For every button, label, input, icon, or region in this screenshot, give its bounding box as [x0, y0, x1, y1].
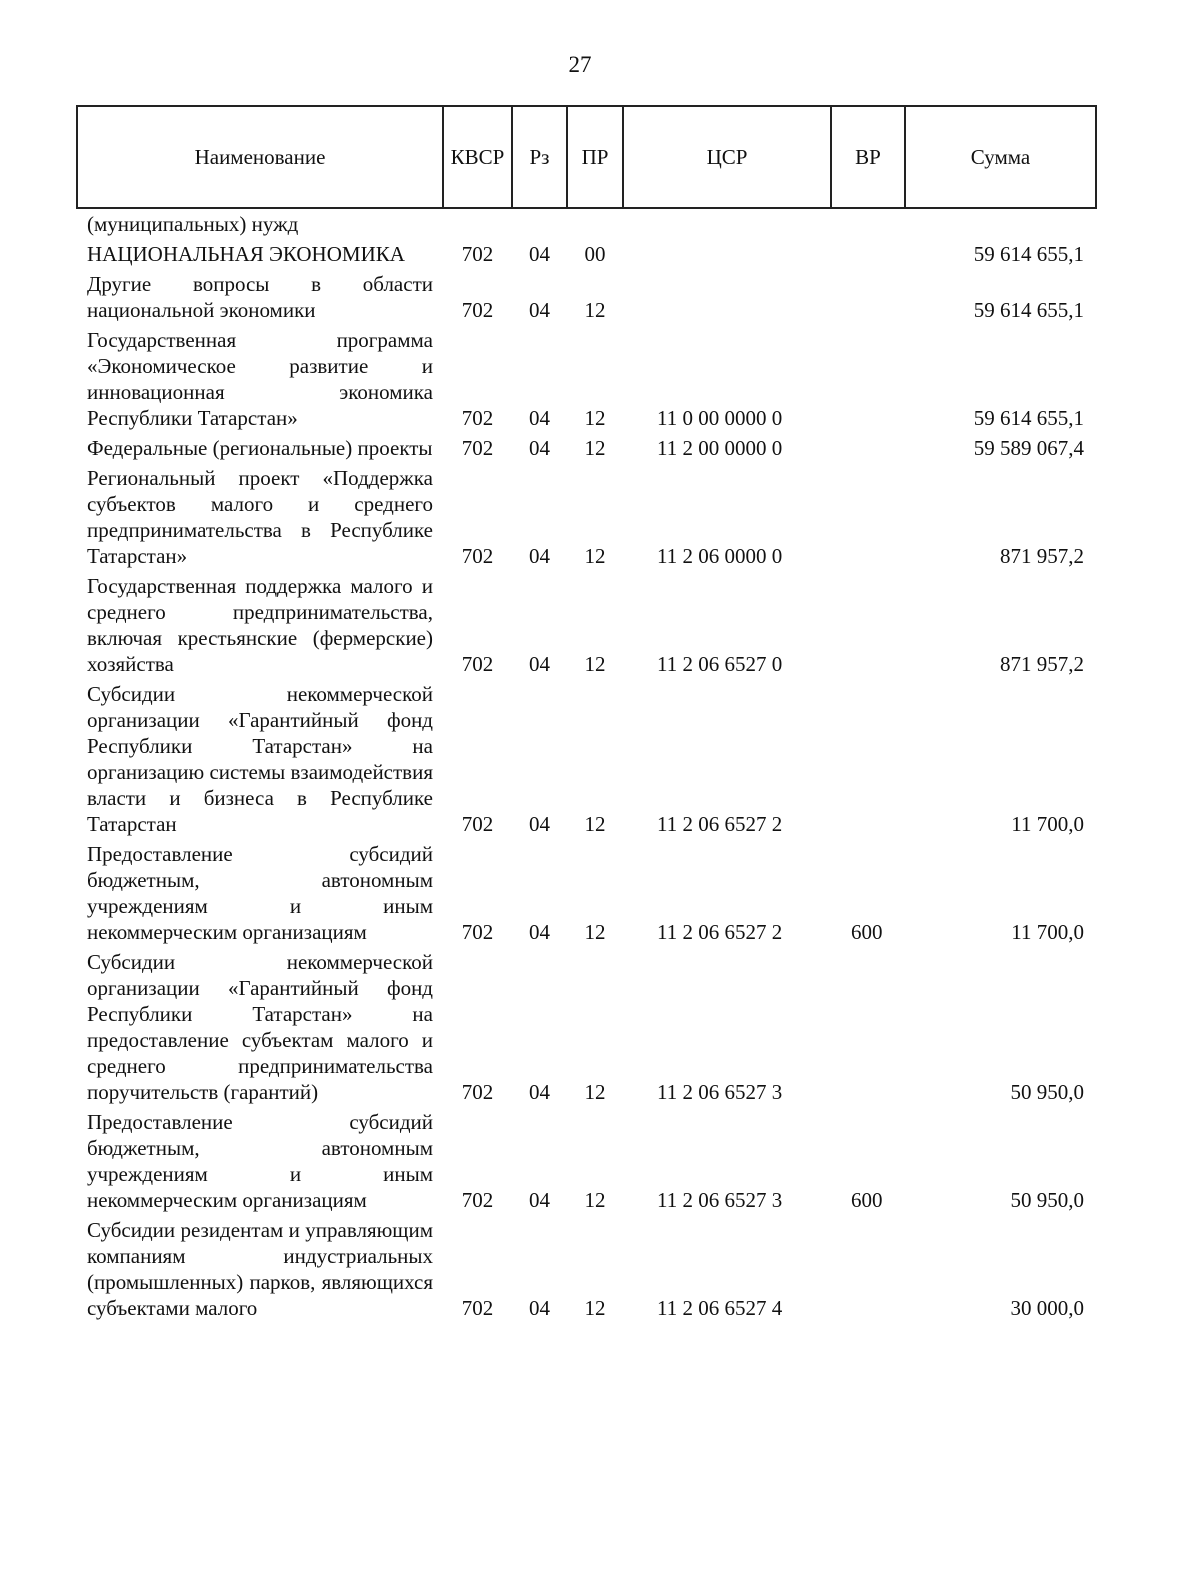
cell-name: Государственная поддержка малого и среднего предпринимательства, включая крестьянские (фермерские) хозяйства — [87, 574, 433, 676]
cell-vr — [831, 463, 905, 571]
cell-rz: 04 — [529, 1188, 550, 1212]
cell-kvsr: 702 — [461, 812, 494, 836]
cell-csr: 11 0 00 0000 0 — [657, 406, 783, 430]
cell-name: Субсидии некоммерческой организации «Гарантийный фонд Республики Татарстан» на предоставление субъектам малого и среднего предпринимательства поручительств (гарантий) — [87, 950, 433, 1104]
cell-rz: 04 — [529, 298, 550, 322]
cell-kvsr: 702 — [461, 1296, 494, 1320]
cell-kvsr: 702 — [461, 652, 494, 676]
header-kvsr: КВСР — [443, 106, 512, 208]
cell-pr: 12 — [584, 406, 606, 430]
cell-vr — [831, 208, 905, 239]
cell-csr: 11 2 00 0000 0 — [657, 436, 783, 460]
cell-pr: 12 — [584, 1296, 606, 1320]
cell-kvsr: 702 — [461, 544, 494, 568]
cell-vr — [831, 269, 905, 325]
cell-pr: 12 — [584, 298, 606, 322]
cell-name: Государственная программа «Экономическое развитие и инновационная экономика Республики Татарстан» — [87, 328, 433, 430]
cell-csr: 11 2 06 6527 3 — [657, 1080, 783, 1104]
cell-kvsr: 702 — [461, 920, 494, 944]
cell-pr: 00 — [584, 242, 606, 266]
table-row — [77, 433, 1096, 463]
cell-csr: 11 2 06 6527 3 — [657, 1188, 783, 1212]
header-name: Наименование — [77, 106, 443, 208]
cell-name: Другие вопросы в области национальной экономики — [87, 272, 433, 322]
table-row — [77, 571, 1096, 679]
cell-vr — [831, 679, 905, 839]
cell-vr: 600 — [851, 920, 883, 944]
cell-pr: 12 — [584, 652, 606, 676]
cell-sum: 11 700,0 — [1011, 812, 1084, 836]
table-row — [77, 679, 1096, 839]
cell-rz: 04 — [529, 544, 550, 568]
header-rz: Рз — [512, 106, 567, 208]
cell-kvsr: 702 — [461, 436, 494, 460]
cell-pr: 12 — [584, 1188, 606, 1212]
cell-rz: 04 — [529, 406, 550, 430]
table-row — [77, 1215, 1096, 1323]
cell-sum: 871 957,2 — [1000, 652, 1084, 676]
table-row — [77, 239, 1096, 269]
cell-name: Предоставление субсидий бюджетным, автономным учреждениям и иным некоммерческим организациям — [87, 1110, 433, 1212]
table-body — [77, 208, 1096, 1323]
cell-name: Субсидии резидентам и управляющим компаниям индустриальных (промышленных) парков, являющихся субъектами малого — [87, 1218, 433, 1320]
cell-pr: 12 — [584, 812, 606, 836]
cell-kvsr: 702 — [461, 406, 494, 430]
cell-vr — [831, 571, 905, 679]
budget-table — [76, 105, 1097, 1323]
cell-vr — [831, 239, 905, 269]
cell-sum: 59 589 067,4 — [973, 436, 1084, 460]
cell-kvsr: 702 — [461, 298, 494, 322]
cell-vr — [831, 433, 905, 463]
cell-rz — [512, 208, 567, 239]
cell-kvsr: 702 — [461, 242, 494, 266]
page-number: 27 — [568, 52, 592, 77]
cell-csr: 11 2 06 6527 2 — [657, 920, 783, 944]
cell-sum: 50 950,0 — [1010, 1188, 1084, 1212]
table-row — [77, 839, 1096, 947]
cell-rz: 04 — [529, 242, 550, 266]
cell-sum: 59 614 655,1 — [973, 406, 1084, 430]
cell-csr — [623, 269, 831, 325]
cell-pr: 12 — [584, 920, 606, 944]
cell-sum: 30 000,0 — [1010, 1296, 1084, 1320]
cell-name: Региональный проект «Поддержка субъектов малого и среднего предпринимательства в Республике Татарстан» — [87, 466, 433, 568]
cell-vr — [831, 1215, 905, 1323]
cell-csr: 11 2 06 0000 0 — [657, 544, 783, 568]
cell-sum: 871 957,2 — [1000, 544, 1084, 568]
header-vr: ВР — [831, 106, 905, 208]
cell-kvsr: 702 — [461, 1188, 494, 1212]
cell-name: Предоставление субсидий бюджетным, автономным учреждениям и иным некоммерческим организациям — [87, 842, 433, 944]
cell-kvsr — [443, 208, 512, 239]
cell-csr: 11 2 06 6527 4 — [657, 1296, 783, 1320]
cell-sum: 11 700,0 — [1011, 920, 1084, 944]
header-sum: Сумма — [905, 106, 1096, 208]
table-row — [77, 269, 1096, 325]
table-header-row — [77, 106, 1096, 208]
cell-csr — [623, 208, 831, 239]
cell-vr — [831, 325, 905, 433]
cell-csr: 11 2 06 6527 2 — [657, 812, 783, 836]
cell-rz: 04 — [529, 652, 550, 676]
table-row — [77, 208, 1096, 239]
cell-name: НАЦИОНАЛЬНАЯ ЭКОНОМИКА — [87, 242, 405, 266]
cell-name: Субсидии некоммерческой организации «Гарантийный фонд Республики Татарстан» на организацию системы взаимодействия власти и бизнеса в Республике Татарстан — [87, 682, 433, 836]
table-row — [77, 1107, 1096, 1215]
cell-pr: 12 — [584, 544, 606, 568]
cell-sum: 59 614 655,1 — [973, 242, 1084, 266]
table-row — [77, 325, 1096, 433]
cell-kvsr: 702 — [461, 1080, 494, 1104]
cell-csr — [623, 239, 831, 269]
cell-vr: 600 — [851, 1188, 883, 1212]
header-csr: ЦСР — [623, 106, 831, 208]
cell-sum: 59 614 655,1 — [973, 298, 1084, 322]
cell-rz: 04 — [529, 920, 550, 944]
cell-rz: 04 — [529, 1296, 550, 1320]
cell-sum: 50 950,0 — [1010, 1080, 1084, 1104]
cell-name: (муниципальных) нужд — [87, 212, 299, 236]
cell-sum — [905, 208, 1096, 239]
header-pr: ПР — [567, 106, 623, 208]
cell-pr — [567, 208, 623, 239]
cell-rz: 04 — [529, 812, 550, 836]
table-row — [77, 463, 1096, 571]
cell-pr: 12 — [584, 436, 606, 460]
cell-rz: 04 — [529, 1080, 550, 1104]
cell-csr: 11 2 06 6527 0 — [657, 652, 783, 676]
cell-pr: 12 — [584, 1080, 606, 1104]
cell-rz: 04 — [529, 436, 550, 460]
cell-vr — [831, 947, 905, 1107]
cell-name: Федеральные (региональные) проекты — [87, 436, 433, 460]
table-row — [77, 947, 1096, 1107]
